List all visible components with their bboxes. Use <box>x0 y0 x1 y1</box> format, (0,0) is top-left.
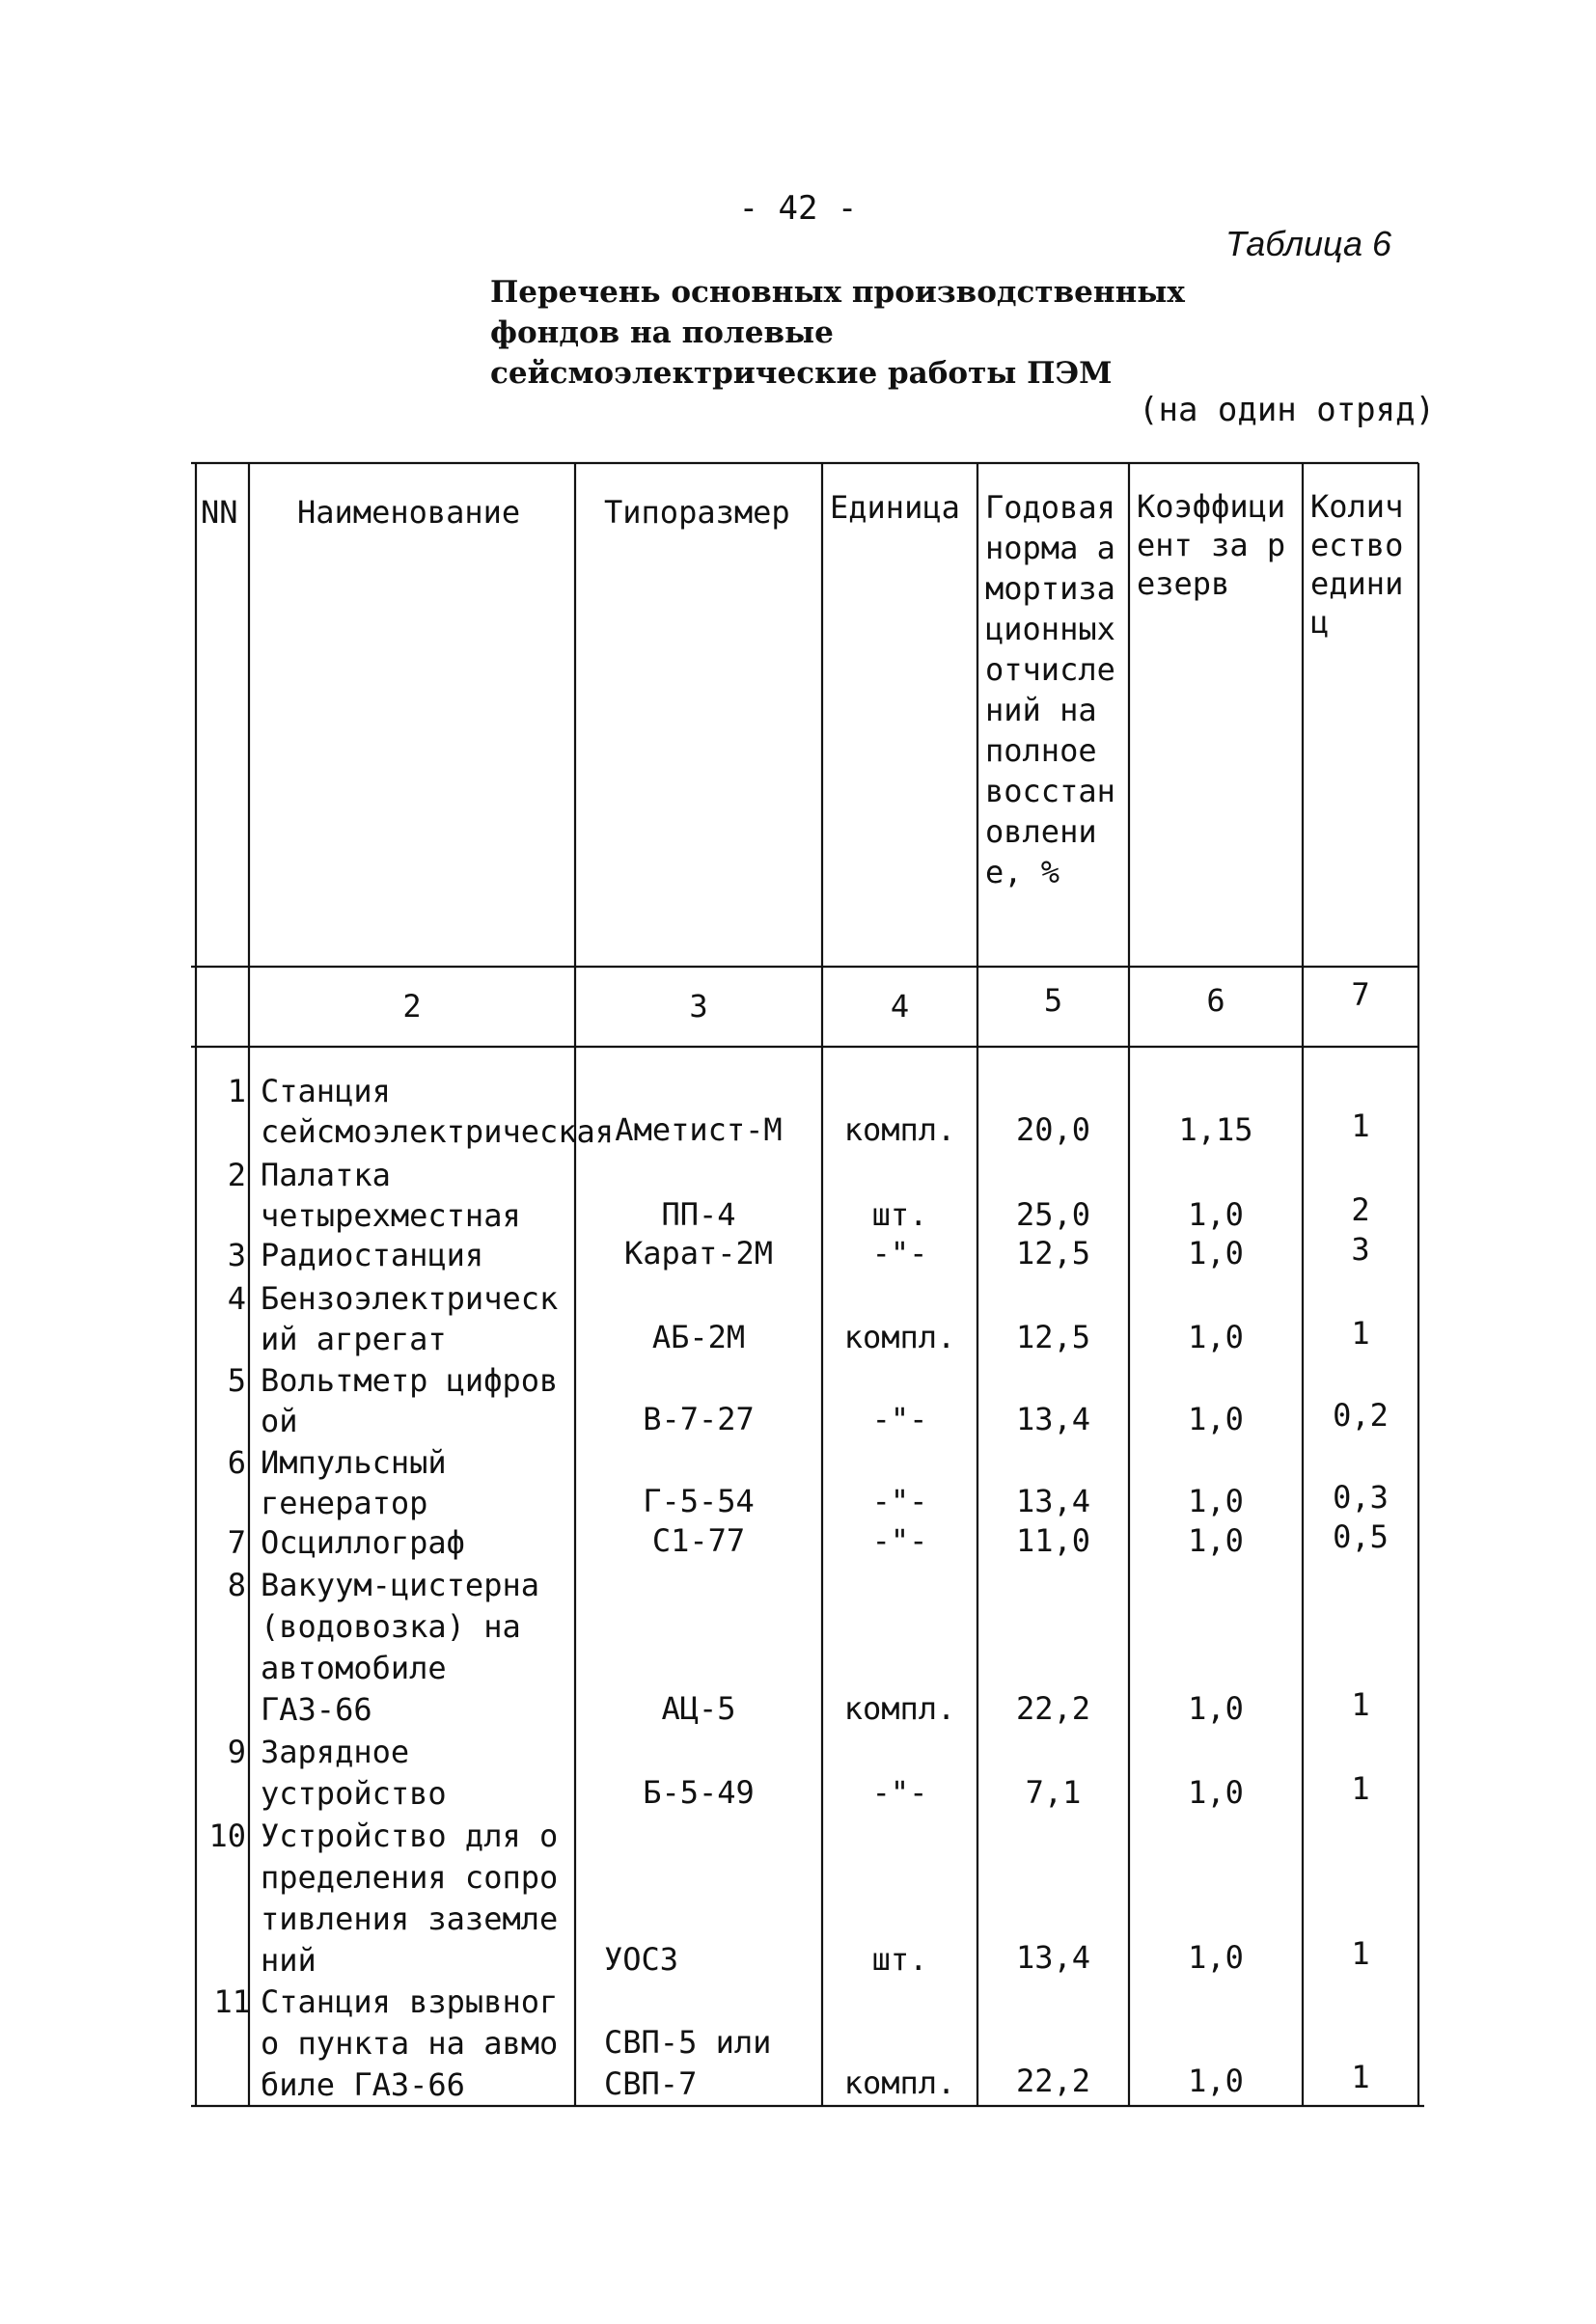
row-8-name: Вакуум-цистерна (водовозка) на автомобиле ГАЗ-66 <box>261 1567 539 1728</box>
header-name: Наименование <box>297 494 521 531</box>
row-9-norm: 7,1 <box>1025 1774 1082 1811</box>
row-1-nn: 1 <box>227 1073 246 1109</box>
row-7-qty: 0,5 <box>1333 1518 1389 1555</box>
row-3-unit: -"- <box>871 1235 928 1271</box>
row-7-norm: 11,0 <box>1015 1522 1091 1559</box>
row-11-coef: 1,0 <box>1188 2063 1244 2099</box>
row-5-name: Вольтметр цифровой <box>261 1362 559 1439</box>
header-coef: Коэффициент за резерв <box>1137 488 1286 602</box>
row-2-type: ПП-4 <box>661 1196 736 1233</box>
row-2-name: Палатка четырехместная <box>261 1157 521 1234</box>
row-3-norm: 12,5 <box>1015 1235 1091 1271</box>
row-2-norm: 25,0 <box>1015 1196 1091 1233</box>
row-6-unit: -"- <box>871 1483 928 1519</box>
row-5-nn: 5 <box>227 1362 246 1399</box>
row-7-type: С1-77 <box>651 1522 746 1559</box>
column-number-5: 5 <box>1043 982 1063 1019</box>
row-10-qty: 1 <box>1351 1935 1370 1972</box>
row-11-nn: 11 <box>213 1983 251 2020</box>
column-number-7: 7 <box>1351 976 1370 1013</box>
row-11-unit: компл. <box>843 2064 956 2101</box>
row-5-coef: 1,0 <box>1188 1401 1244 1437</box>
row-8-nn: 8 <box>227 1567 246 1603</box>
row-7-name: Осциллограф <box>261 1524 465 1561</box>
row-9-nn: 9 <box>227 1734 246 1770</box>
header-norm: Годовая норма амортизационных отчислений на полное восстановление, % <box>985 489 1115 890</box>
row-6-type: Г-5-54 <box>643 1483 755 1519</box>
row-10-unit: шт. <box>871 1941 928 1978</box>
row-11-norm: 22,2 <box>1015 2063 1091 2099</box>
row-1-unit: компл. <box>843 1111 956 1148</box>
row-9-coef: 1,0 <box>1188 1774 1244 1811</box>
row-1-qty: 1 <box>1351 1107 1370 1144</box>
row-4-norm: 12,5 <box>1015 1319 1091 1355</box>
row-8-qty: 1 <box>1351 1686 1370 1723</box>
table-caption: Таблица 6 <box>1225 224 1392 263</box>
page-number: - 42 - <box>738 189 858 228</box>
row-4-type: АБ-2М <box>651 1319 746 1355</box>
row-6-norm: 13,4 <box>1015 1483 1091 1519</box>
row-1-coef: 1,15 <box>1178 1111 1253 1148</box>
column-number-6: 6 <box>1206 982 1225 1019</box>
row-5-qty: 0,2 <box>1333 1397 1389 1434</box>
row-7-unit: -"- <box>871 1522 928 1559</box>
row-1-norm: 20,0 <box>1015 1111 1091 1148</box>
row-9-unit: -"- <box>871 1774 928 1811</box>
row-6-coef: 1,0 <box>1188 1483 1244 1519</box>
row-2-coef: 1,0 <box>1188 1196 1244 1233</box>
row-2-nn: 2 <box>227 1157 246 1193</box>
row-10-nn: 10 <box>208 1818 246 1854</box>
row-10-coef: 1,0 <box>1188 1939 1244 1976</box>
row-3-qty: 3 <box>1351 1231 1370 1268</box>
row-8-unit: компл. <box>843 1690 956 1727</box>
row-10-name: Устройство для определения сопротивления заземлений <box>261 1818 559 1979</box>
row-9-type: Б-5-49 <box>643 1774 755 1811</box>
row-1-type: Аметист-М <box>615 1111 783 1148</box>
header-qty: Количество единиц <box>1310 488 1404 641</box>
row-2-unit: шт. <box>871 1196 928 1233</box>
row-7-nn: 7 <box>227 1524 246 1561</box>
row-6-qty: 0,3 <box>1333 1479 1389 1516</box>
row-8-norm: 22,2 <box>1015 1690 1091 1727</box>
row-3-type: Карат-2М <box>623 1235 774 1271</box>
header-type: Типоразмер <box>604 494 790 531</box>
row-4-qty: 1 <box>1351 1315 1370 1352</box>
row-9-name: Зарядное устройство <box>261 1734 447 1812</box>
row-9-qty: 1 <box>1351 1770 1370 1807</box>
row-4-name: Бензоэлектрический агрегат <box>261 1280 559 1357</box>
column-number-4: 4 <box>890 988 910 1025</box>
row-4-unit: компл. <box>843 1319 956 1355</box>
row-7-coef: 1,0 <box>1188 1522 1244 1559</box>
column-number-2: 2 <box>402 988 422 1025</box>
header-unit: Единица <box>830 489 960 526</box>
document-title: Перечень основных производственных фондов на полевые сейсмоэлектрические работы ПЭМ <box>490 275 1185 391</box>
row-8-coef: 1,0 <box>1188 1690 1244 1727</box>
row-2-qty: 2 <box>1351 1191 1370 1228</box>
row-11-name: Станция взрывного пункта на авмобиле ГАЗ-66 <box>261 1983 559 2103</box>
row-4-coef: 1,0 <box>1188 1319 1244 1355</box>
row-11-type: СВП-5 или СВП-7 <box>604 2024 772 2102</box>
row-11-qty: 1 <box>1351 2059 1370 2095</box>
row-6-nn: 6 <box>227 1444 246 1481</box>
header-nn: NN <box>201 494 238 531</box>
row-5-unit: -"- <box>871 1401 928 1437</box>
row-1-name: Станция сейсмоэлектрическая <box>261 1073 615 1150</box>
row-3-coef: 1,0 <box>1188 1235 1244 1271</box>
row-4-nn: 4 <box>227 1280 246 1317</box>
column-number-3: 3 <box>689 988 708 1025</box>
row-3-nn: 3 <box>227 1237 246 1273</box>
unit-note: (на один отряд) <box>1139 391 1436 429</box>
row-5-type: В-7-27 <box>643 1401 755 1437</box>
row-8-type: АЦ-5 <box>661 1690 736 1727</box>
row-3-name: Радиостанция <box>261 1237 484 1273</box>
row-10-type: УОСЗ <box>604 1941 679 1978</box>
row-6-name: Импульсный генератор <box>261 1444 447 1521</box>
row-5-norm: 13,4 <box>1015 1401 1091 1437</box>
row-10-norm: 13,4 <box>1015 1939 1091 1976</box>
